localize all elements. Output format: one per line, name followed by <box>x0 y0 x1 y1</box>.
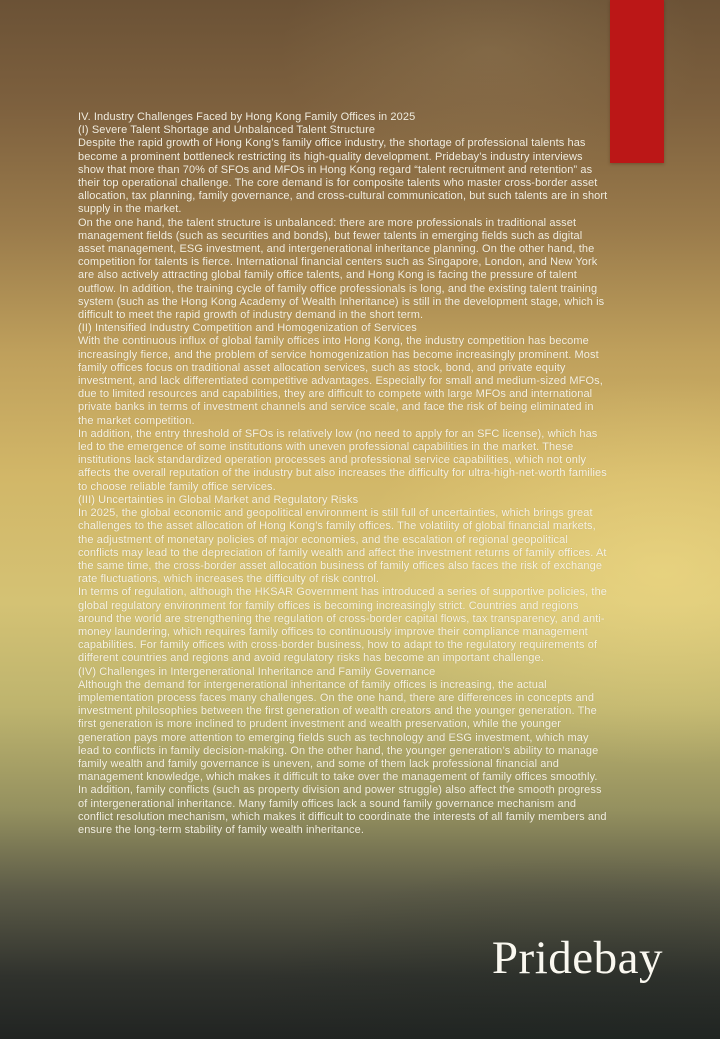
paragraph: Despite the rapid growth of Hong Kong’s family office industry, the shortage of professional talents has become a prominent bottleneck restricting its high-quality development. Pridebay’s industry interviews show that more than 70% of SFOs and MFOs in Hong Kong regard “talent recruitment and retention” as their top operational challenge. The core demand is for composite talents who master cross-border asset allocation, tax planning, family governance, and cross-cultural communication, but such talents are in short supply in the market. <box>78 137 608 216</box>
paragraph: Although the demand for intergenerational inheritance of family offices is increasing, the actual implementation process faces many challenges. On the one hand, there are differences in concepts and investment philosophies between the first generation of wealth creators and the younger generation. The first generation is more inclined to prudent investment and wealth preservation, while the younger generation pays more attention to emerging fields such as technology and ESG investment, which may lead to conflicts in family decision-making. On the other hand, the younger generation’s ability to manage family wealth and family governance is uneven, and some of them lack professional financial and management knowledge, which makes it difficult to take over the management of family offices smoothly. <box>78 678 599 784</box>
document-title: IV. Industry Challenges Faced by Hong Kong Family Offices in 2025 <box>78 111 416 123</box>
paragraph: On the one hand, the talent structure is unbalanced: there are more professionals in traditional asset management fields (such as securities and bonds), but fewer talents in emerging fields such as digital asset management, ESG investment, and intergenerational inheritance planning. On the other hand, the competition for talents is fierce. International financial centers such as Singapore, London, and New York are also actively attracting global family office talents, and Hong Kong is facing the pressure of talent outflow. In addition, the training cycle of family office professionals is long, and the existing talent training system (such as the Hong Kong Academy of Wealth Inheritance) is still in the development stage, which is difficult to meet the rapid growth of industry demand in the short term. <box>78 216 605 322</box>
section-heading-1: (I) Severe Talent Shortage and Unbalanced Talent Structure <box>78 124 376 137</box>
section-heading-4: (IV) Challenges in Intergenerational Inheritance and Family Governance <box>78 665 436 678</box>
section-heading-3: (III) Uncertainties in Global Market and Regulatory Risks <box>78 493 359 506</box>
paragraph: In 2025, the global economic and geopolitical environment is still full of uncertainties, which brings great challenges to the asset allocation of Hong Kong’s family offices. The volatility of global financial markets, the adjustment of monetary policies of major economies, and the escalation of regional geopolitical conflicts may lead to the depreciation of family wealth and affect the investment returns of family offices. At the same time, the cross-border asset allocation business of family offices also faces the risk of exchange rate fluctuations, which increases the difficulty of risk control. <box>78 507 607 586</box>
paragraph: With the continuous influx of global family offices into Hong Kong, the industry competition has become increasingly fierce, and the problem of service homogenization has become increasingly prominent. Most family offices focus on traditional asset allocation services, such as stock, bond, and private equity investment, and lack differentiated competitive advantages. Especially for small and medium-sized MFOs, due to limited resources and capabilities, they are difficult to compete with large MFOs and international private banks in terms of investment channels and service scale, and face the risk of being eliminated in the market competition. <box>78 335 603 427</box>
paragraph: In addition, the entry threshold of SFOs is relatively low (no need to apply for an SFC license), which has led to the emergence of some institutions with uneven professional capabilities in the market. These institutions lack standardized operation processes and professional service capabilities, which not only affects the overall reputation of the industry but also increases the difficulty for ultra-high-net-worth families to choose reliable family office services. <box>78 427 607 493</box>
paragraph: In addition, family conflicts (such as property division and power struggle) also affect the smooth progress of intergenerational inheritance. Many family offices lack a sound family governance mechanism and conflict resolution mechanism, which makes it difficult to coordinate the interests of all family members and ensure the long-term stability of family wealth inheritance. <box>78 784 607 836</box>
section-heading-2: (II) Intensified Industry Competition and Homogenization of Services <box>78 322 417 335</box>
paragraph: In terms of regulation, although the HKSAR Government has introduced a series of supportive policies, the global regulatory environment for family offices is becoming increasingly strict. Countries and regions around the world are strengthening the regulation of cross-border capital flows, tax transparency, and anti-money laundering, which requires family offices to continuously improve their compliance management capabilities. For family offices with cross-border business, how to adapt to the regulatory requirements of different countries and regions and avoid regulatory risks has become an important challenge. <box>78 586 608 665</box>
pridebay-logo: Pridebay <box>491 932 663 984</box>
red-ribbon-decoration <box>610 0 664 163</box>
document-body <box>78 111 611 837</box>
